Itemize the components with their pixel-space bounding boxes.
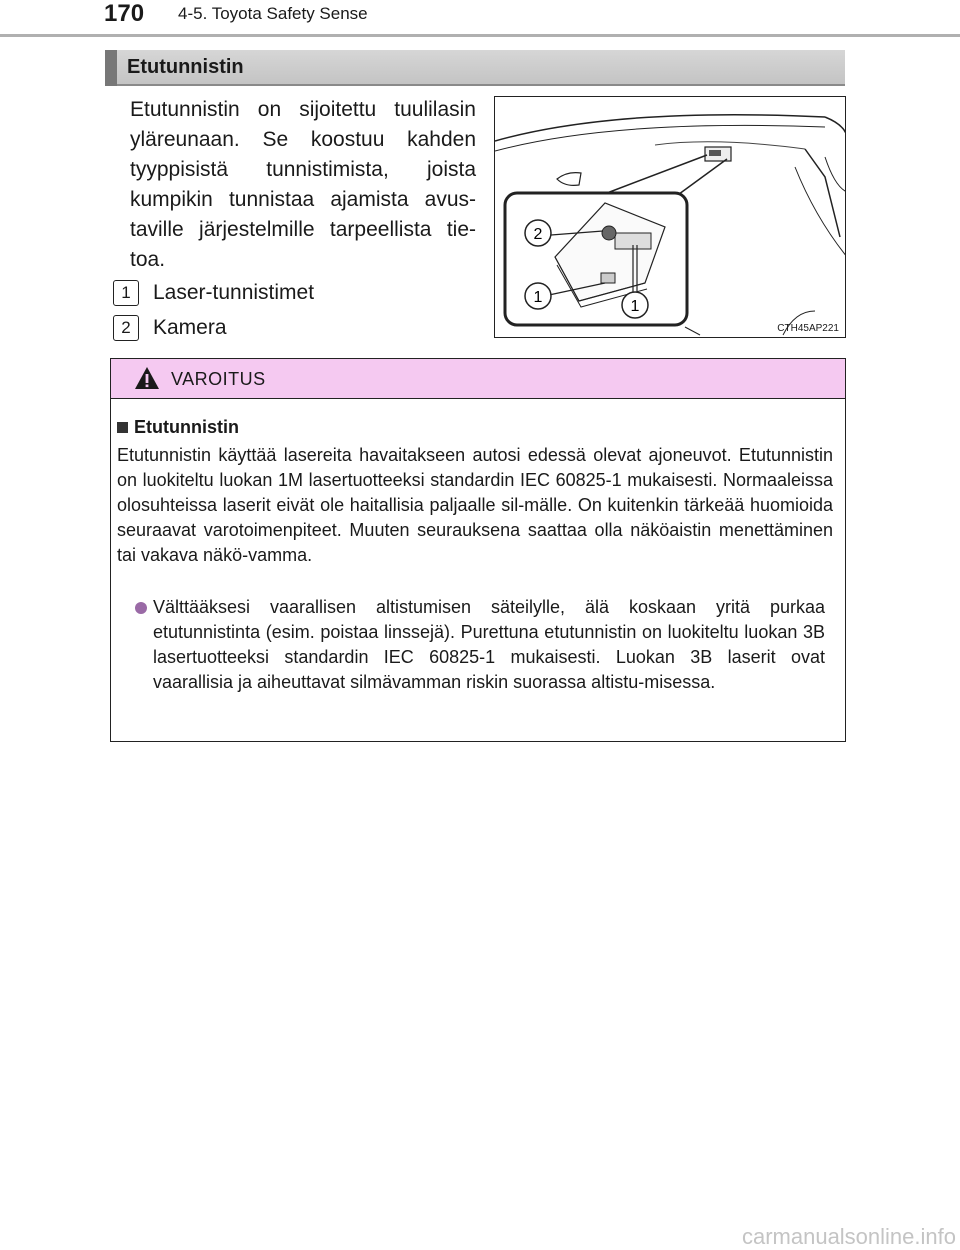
header-divider [0,34,960,37]
section-title: 4-5. Toyota Safety Sense [178,4,368,23]
warning-body: Etutunnistin käyttää lasereita havaitakseen autosi edessä olevat ajoneuvot. Etutunnistin on luokiteltu luokan 1M lasertuotteeksi standardin IEC 60825-1 mukaisesti. Normaaleissa olosuhteissa laserit eivät ole haitallisia paljaalle sil-mälle. On kuitenkin tärkeää huomioida seuraavat varotoimenpiteet. Muuten seurauksena saattaa olla näköaistin menettäminen tai vakava näkö-vamma. [117,445,833,565]
warning-header [111,359,845,399]
intro-paragraph: Etutunnistin on sijoitettu tuulilasin yläreunaan. Se koostuu kahden tyyppisistä tunnistimista, joista kumpikin tunnistaa ajamista avus-taville järjestelmille tarpeellista tie-toa. [130,98,476,271]
legend-label: Laser-tunnistimet [153,281,315,304]
square-bullet-icon [117,422,128,433]
warning-label: VAROITUS [171,369,266,389]
windshield-sensor-drawing [495,97,846,338]
watermark: carmanualsonline.info [741,1224,956,1249]
warning-subheading [117,417,239,438]
page-number: 170 [104,0,145,27]
callout-label: 1 [630,298,640,315]
sensor-illustration [494,96,846,338]
bullet-dot-icon [135,602,147,614]
callout-label: 2 [533,226,543,243]
figure-code: CTH45AP221 [777,323,839,334]
legend-number: 2 [113,315,139,341]
legend-number: 1 [113,280,139,306]
legend-label: Kamera [153,316,227,339]
warning-box [110,358,846,742]
warning-bullet [135,595,825,695]
section-heading-bar [105,50,845,86]
section-heading: Etutunnistin [127,56,244,78]
warning-subheading-text: Etutunnistin [134,417,239,437]
warning-triangle-icon [133,365,161,391]
legend-item [112,315,227,341]
legend-item [112,280,314,306]
heading-accent [105,50,117,86]
callout-label: 1 [533,289,543,306]
warning-bullet-text: Välttääksesi vaarallisen altistumisen säteilylle, älä koskaan yritä purkaa etutunnistinta (esim. poistaa linssejä). Purettuna etutunnistin on luokiteltu luokan 3B lasertuotteeksi standardin IEC 60825-1 mukaisesti. Luokan 3B laserit ovat vaarallisia ja aiheuttavat silmävamman riskin suorassa altistu-misessa. [153,597,825,692]
page-header [0,0,960,38]
